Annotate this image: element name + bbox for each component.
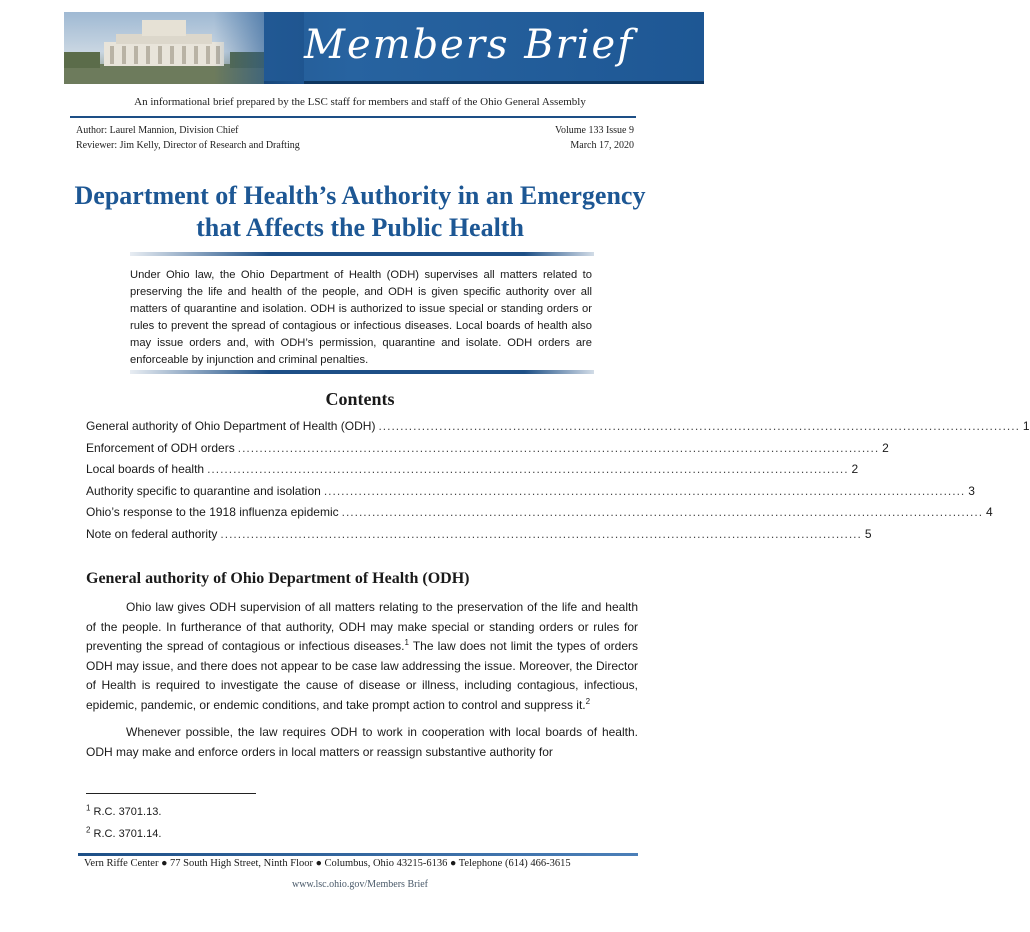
toc-item[interactable]: Ohio’s response to the 1918 influenza epidemic .................................................................................................................................................... 4 xyxy=(86,505,993,519)
banner-title: Members Brief xyxy=(304,22,634,68)
toc-item-page: 5 xyxy=(864,526,872,541)
toc-item[interactable]: Note on federal authority .................................................................................................................................................... 5 xyxy=(86,526,872,541)
tagline: An informational brief prepared by the LSC staff for members and staff of the Ohio General Assembly xyxy=(134,96,586,108)
members-brief-banner xyxy=(64,12,704,84)
toc-item-page: 2 xyxy=(851,462,859,476)
summary-box: Under Ohio law, the Ohio Department of Health (ODH) supervises all matters related to preserving the life and health of the people, and ODH is given specific authority over all matters of quarantine and isolation. ODH is authorized to issue special or standing orders or rules to prevent the spread of contagious or infectious diseases. Local boards of health also may issue orders and, with ODH’s permission, quarantine and isolate. ODH orders are enforceable by injunction and criminal penalties. xyxy=(130,269,592,366)
footer-url-link[interactable]: www.lsc.ohio.gov/Members Brief xyxy=(292,879,428,890)
toc-item-page: 4 xyxy=(986,505,993,519)
toc-item[interactable]: General authority of Ohio Department of Health (ODH) .................................................................................................................................................... 1 xyxy=(86,419,1030,433)
document-title: Department of Health’s Authority in an Emergency that Affects the Public Health xyxy=(74,181,646,242)
footnote-ref-1[interactable]: 1 xyxy=(404,638,409,647)
meta-divider xyxy=(70,116,636,118)
summary-top-rule xyxy=(130,252,594,256)
toc-item-label: Ohio’s response to the 1918 influenza epidemic xyxy=(86,505,339,519)
toc-item[interactable]: Enforcement of ODH orders .................................................................................................................................................... 2 xyxy=(86,440,889,455)
toc-item-label: Enforcement of ODH orders xyxy=(86,440,235,455)
toc-item-label: General authority of Ohio Department of Health (ODH) xyxy=(86,419,376,433)
footnote-divider xyxy=(86,793,256,794)
footnote-2: $^2$ R.C. 3701.14. xyxy=(86,825,162,840)
toc-item-page: 3 xyxy=(968,483,975,498)
volume-line: Volume 133 Issue 9 xyxy=(555,125,634,136)
body-paragraph-1: Ohio law gives ODH supervision of all matters relating to the preservation of the life and health of the people. In furtherance of that authority, ODH may make special or standing orders or rules for preventing the spread of contagious or infectious diseases.$^1$ The law does not limit the types of orders ODH may issue, and there does not appear to be case law addressing the issue. Moreover, the Director of Health is required to investigate the cause of disease or illness, including contagious, infectious, epidemic, pandemic, or endemic conditions, and take prompt action to control and suppress it.$^2$ xyxy=(86,600,638,712)
toc-item-label: Authority specific to quarantine and isolation xyxy=(86,483,321,498)
body-paragraph-2: Whenever possible, the law requires ODH to work in cooperation with local boards of health. ODH may make and enforce orders in local matters or reassign substantive authority for xyxy=(86,725,638,759)
reviewer-line: Reviewer: Jim Kelly, Director of Research and Drafting xyxy=(76,140,300,151)
meta-row-reviewer xyxy=(76,140,634,151)
section-heading: General authority of Ohio Department of Health (ODH) xyxy=(86,570,470,587)
toc-item[interactable]: Local boards of health .................................................................................................................................................... 2 xyxy=(86,462,859,476)
footnote-ref-2[interactable]: 2 xyxy=(585,696,591,706)
meta-row-author xyxy=(76,125,634,136)
toc-item-label: Note on federal authority xyxy=(86,526,218,541)
toc-item[interactable]: Authority specific to quarantine and isolation .................................................................................................................................................... 3 xyxy=(86,483,975,498)
table-of-contents xyxy=(86,419,1030,548)
toc-item-page: 2 xyxy=(882,440,889,455)
author-line: Author: Laurel Mannion, Division Chief xyxy=(76,125,239,136)
footnote-1: $^1$ R.C. 3701.13. xyxy=(86,803,162,818)
toc-item-label: Local boards of health xyxy=(86,462,205,476)
toc-item-page: 1 xyxy=(1022,419,1030,433)
footer-address: Vern Riffe Center ● 77 South High Street, Ninth Floor ● Columbus, Ohio 43215-6136 ● Telephone (614) 466-3615 xyxy=(84,858,571,869)
contents-heading: Contents xyxy=(325,389,395,409)
date-line: March 17, 2020 xyxy=(570,140,634,151)
summary-bottom-rule xyxy=(130,370,594,374)
footer-divider xyxy=(78,853,638,856)
